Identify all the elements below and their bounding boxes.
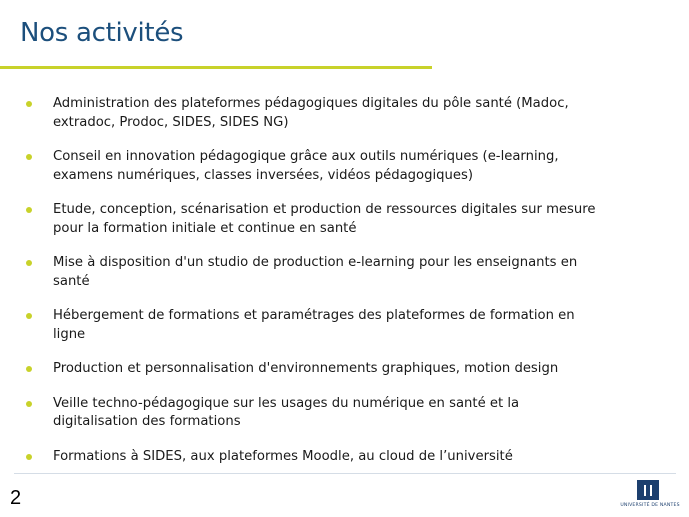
- bullet-dot-icon: [26, 101, 32, 107]
- list-item: [22, 395, 602, 432]
- slide-title: Nos activités: [20, 18, 184, 48]
- bullet-dot-icon: [26, 313, 32, 319]
- footer-divider: [14, 473, 676, 474]
- bullet-dot-icon: [26, 260, 32, 266]
- list-item: [22, 148, 602, 185]
- bullet-dot-icon: [26, 366, 32, 372]
- list-item: [22, 360, 602, 379]
- bullet-dot-icon: [26, 154, 32, 160]
- list-item: [22, 307, 602, 344]
- list-item-text: Veille techno-pédagogique sur les usages du numérique en santé et la digitalisation des formations: [53, 395, 520, 429]
- list-item-text: Production et personnalisation d'environnements graphiques, motion design: [53, 361, 559, 376]
- activities-list: [22, 95, 602, 482]
- list-item: [22, 254, 602, 291]
- list-item-text: Administration des plateformes pédagogiques digitales du pôle santé (Madoc, extradoc, Prodoc, SIDES, SIDES NG): [53, 96, 569, 130]
- university-logo-icon: [637, 480, 659, 500]
- list-item: [22, 448, 602, 467]
- list-item: [22, 95, 602, 132]
- list-item-text: Formations à SIDES, aux plateformes Moodle, au cloud de l’université: [53, 448, 513, 464]
- list-item-text: Conseil en innovation pédagogique grâce aux outils numériques (e-learning, examens numériques, classes inversées, vidéos pédagogiques): [53, 149, 559, 183]
- list-item-text: Etude, conception, scénarisation et production de ressources digitales sur mesure pour la formation initiale et continue en santé: [53, 202, 596, 236]
- university-logo: [619, 480, 681, 512]
- list-item-text: Hébergement de formations et paramétrages des plateformes de formation en ligne: [53, 308, 575, 342]
- university-logo-label: UNIVERSITÉ DE NANTES: [620, 503, 680, 508]
- list-item: [22, 201, 602, 238]
- bullet-dot-icon: [26, 454, 32, 460]
- bullet-dot-icon: [26, 401, 32, 407]
- title-underline: [0, 66, 432, 69]
- page-number: 2: [10, 487, 22, 509]
- bullet-dot-icon: [26, 207, 32, 213]
- list-item-text: Mise à disposition d'un studio de production e-learning pour les enseignants en santé: [53, 255, 578, 289]
